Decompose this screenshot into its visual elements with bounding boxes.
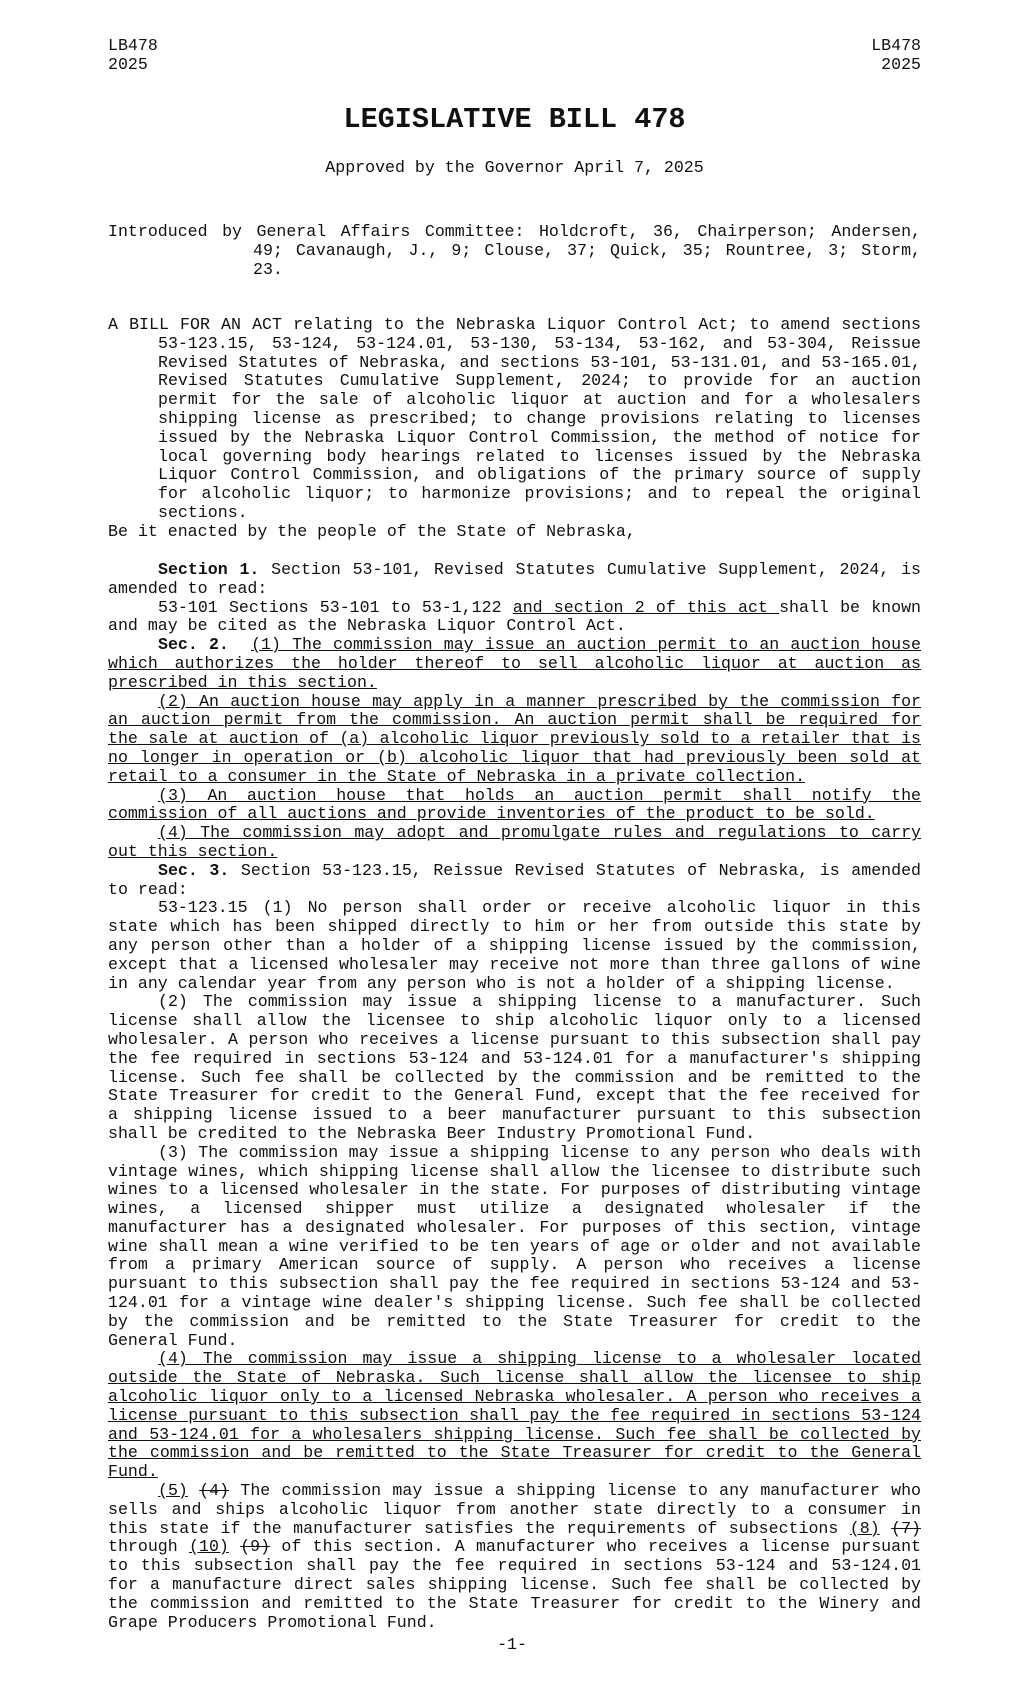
inserted-text: (10)	[189, 1537, 229, 1557]
inserted-text: (4) The commission may adopt and promulgate rules and regulations to carry out this section.	[108, 823, 921, 861]
section-2-label: Sec. 2.	[158, 635, 229, 655]
struck-text: (9)	[240, 1537, 271, 1557]
section-1-heading	[108, 561, 921, 599]
inserted-text: (4) The commission may issue a shipping license to a wholesaler located outside the State of Nebraska. Such license shall allow the licensee to ship alcoholic liquor only to a licensed Nebraska wholesaler. A person who receives a license pursuant to this subsection shall pay the fee required in sections 53-124 and 53-124.01 for a wholesalers shipping license. Such fee shall be collected by the commission and be remitted to the State Treasurer for credit to the General Fund.	[108, 1349, 921, 1482]
section-1-text: Section 53-101, Revised Statutes Cumulative Supplement, 2024, is amended to read:	[108, 560, 921, 598]
inserted-text: (1) The commission may issue an auction permit to an auction house which authorizes the holder thereof to sell alcoholic liquor at auction as prescribed in this section.	[108, 635, 921, 692]
section-3-label: Sec. 3.	[158, 860, 230, 880]
section-3-p1: 53-123.15 (1) No person shall order or receive alcoholic liquor in this state which has been shipped directly to him or her from outside this state by any person other than a holder of a shipping license issued by the commission, except that a licensed wholesaler may receive not more than three gallons of wine in any calendar year from any person who is not a holder of a shipping license.	[108, 898, 921, 993]
bill-body	[108, 561, 921, 1632]
inserted-text: (5)	[158, 1481, 188, 1501]
section-2-p3	[108, 787, 921, 825]
header-year-left: 2025	[108, 55, 148, 74]
amend-text: shall be known and may be cited as the Nebraska Liquor Control Act.	[108, 597, 921, 636]
inserted-text: (3) An auction house that holds an auction permit shall notify the commission of all auctions and provide inventories of the product to be sold.	[108, 785, 921, 824]
amend-text: The commission may issue a shipping license to any manufacturer who sells and ships alcoholic liquor from another state directly to a consumer in this state if the manufacturer satisfies the requirements of subsections	[108, 1481, 921, 1538]
bill-title: LEGISLATIVE BILL 478	[343, 103, 686, 136]
section-2-p1	[108, 636, 921, 692]
inserted-text: and section 2 of this act	[512, 597, 780, 617]
struck-text: (7)	[891, 1518, 921, 1538]
inserted-text: (2) An auction house may apply in a manner prescribed by the commission for an auction permit from the commission. An auction permit shall be required for the sale at auction of (a) alcoholic liquor previously sold to a retailer that is no longer in operation or (b) alcoholic liquor that had previously been sold at retail to a consumer in the State of Nebraska in a private collection.	[108, 691, 921, 786]
section-3-heading	[108, 862, 921, 900]
introduced-by: Introduced by General Affairs Committee: Holdcroft, 36, Chairperson; Andersen, 49; Cavanaugh, J., 9; Clouse, 37; Quick, 35; Rountree, 3; Storm, 23.	[108, 222, 921, 279]
section-3-p4	[108, 1350, 921, 1482]
amend-text: through	[108, 1537, 190, 1557]
bill-abstract: A BILL FOR AN ACT relating to the Nebraska Liquor Control Act; to amend sections 53-123.15, 53-124, 53-124.01, 53-130, 53-134, 53-162, and 53-304, Reissue Revised Statutes of Nebraska, and sections 53-101, 53-131.01, and 53-165.01, Revised Statutes Cumulative Supplement, 2024; to provide for an auction permit for the sale of alcoholic liquor at auction and for a wholesalers shipping license as prescribed; to change provisions relating to licenses issued by the Nebraska Liquor Control Commission, the method of notice for local governing body hearings related to licenses issued by the Nebraska Liquor Control Commission, and obligations of the primary source of supply for alcoholic liquor; to harmonize provisions; and to repeal the original sections.	[108, 315, 921, 522]
header-bill-id-left: LB478	[108, 36, 158, 55]
section-2-p4	[108, 824, 921, 862]
section-3-text: Section 53-123.15, Reissue Revised Statutes of Nebraska, is amended to read:	[108, 860, 921, 899]
section-3-p3: (3) The commission may issue a shipping license to any person who deals with vintage wines, which shipping license shall allow the licensee to distribute such wines to a licensed wholesaler in the state. For purposes of distributing vintage wines, a licensed shipper must utilize a designated wholesaler if the manufacturer has a designated wholesaler. For purposes of this section, vintage wine shall mean a wine verified to be ten years of age or older and not available from a primary American source of supply. A person who receives a license pursuant to this subsection shall pay the fee required in sections 53-124 and 53-124.01 for a vintage wine dealer's shipping license. Such fee shall be collected by the commission and be remitted to the State Treasurer for credit to the General Fund.	[108, 1142, 921, 1350]
section-2-p2	[108, 693, 921, 787]
section-1-amendment	[108, 599, 921, 637]
section-1-label: Section 1.	[158, 560, 260, 579]
page-number: -1-	[497, 1635, 527, 1654]
section-3-p2: (2) The commission may issue a shipping license to a manufacturer. Such license shall allow the licensee to ship alcoholic liquor only to a licensed wholesaler. A person who receives a license pursuant to this subsection shall pay the fee required in sections 53-124 and 53-124.01 for a manufacturer's shipping license. Such fee shall be collected by the commission and be remitted to the State Treasurer for credit to the General Fund, except that the fee received for a shipping license issued to a beer manufacturer pursuant to this subsection shall be credited to the Nebraska Beer Industry Promotional Fund.	[108, 992, 921, 1143]
amend-text: of this section. A manufacturer who receives a license pursuant to this subsection shall pay the fee required in sections 53-124 and 53-124.01 for a manufacture direct sales shipping license. Such fee shall be collected by the commission and remitted to the State Treasurer for credit to the Winery and Grape Producers Promotional Fund.	[108, 1537, 921, 1632]
section-3-p5	[108, 1482, 921, 1632]
header-year-right: 2025	[881, 55, 921, 74]
enacting-clause: Be it enacted by the people of the State of Nebraska,	[108, 522, 636, 541]
header-right	[871, 36, 921, 74]
header-left	[108, 36, 158, 74]
header-bill-id-right: LB478	[871, 36, 921, 55]
amend-text: 53-101 Sections 53-101 to 53-1,122	[158, 597, 513, 617]
approval-line: Approved by the Governor April 7, 2025	[325, 158, 704, 177]
struck-text: (4)	[199, 1481, 230, 1501]
inserted-text: (8)	[849, 1518, 880, 1538]
